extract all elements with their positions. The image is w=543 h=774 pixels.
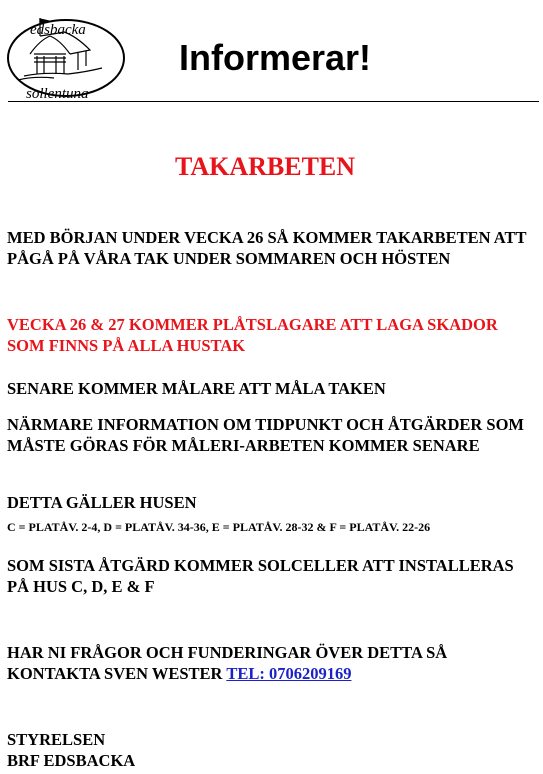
paragraph-painters: SENARE KOMMER MÅLARE ATT MÅLA TAKEN [7, 379, 386, 398]
contact-text: HAR NI FRÅGOR OCH FUNDERINGAR ÖVER DETTA SÅ KONTAKTA SVEN WESTER [7, 643, 448, 683]
paragraph-house-list: C = PLATÅV. 2-4, D = PLATÅV. 34-36, E = PLATÅV. 28-32 & F = PLATÅV. 22-26 [7, 520, 431, 534]
paragraph-houses-heading: DETTA GÄLLER HUSEN [7, 493, 197, 512]
signature-board: STYRELSEN [7, 730, 106, 749]
phone-link[interactable]: TEL: 0706209169 [226, 664, 352, 683]
paragraph-more-info: NÄRMARE INFORMATION OM TIDPUNKT OCH ÅTGÄRDER SOM MÅSTE GÖRAS FÖR MÅLERI-ARBETEN KOMMER SENARE [7, 415, 525, 455]
paragraph-start: MED BÖRJAN UNDER VECKA 26 SÅ KOMMER TAKARBETEN ATT PÅGÅ PÅ VÅRA TAK UNDER SOMMAREN OCH HÖSTEN [7, 228, 527, 268]
header-divider [8, 101, 539, 102]
logo-top-text: edsbacka [30, 22, 86, 38]
paragraph-solar-cells: SOM SISTA ÅTGÄRD KOMMER SOLCELLER ATT INSTALLERAS PÅ HUS C, D, E & F [7, 556, 514, 596]
paragraph-week-26-27: VECKA 26 & 27 KOMMER PLÅTSLAGARE ATT LAGA SKADOR SOM FINNS PÅ ALLA HUSTAK [7, 315, 498, 355]
signature-association: BRF EDSBACKA [7, 751, 136, 770]
logo-bottom-text: sollentuna [26, 86, 89, 100]
paragraph-contact [7, 642, 532, 684]
notice-title: TAKARBETEN [174, 152, 356, 181]
header-title: Informerar! [179, 37, 372, 78]
edsbacka-logo [4, 10, 128, 100]
